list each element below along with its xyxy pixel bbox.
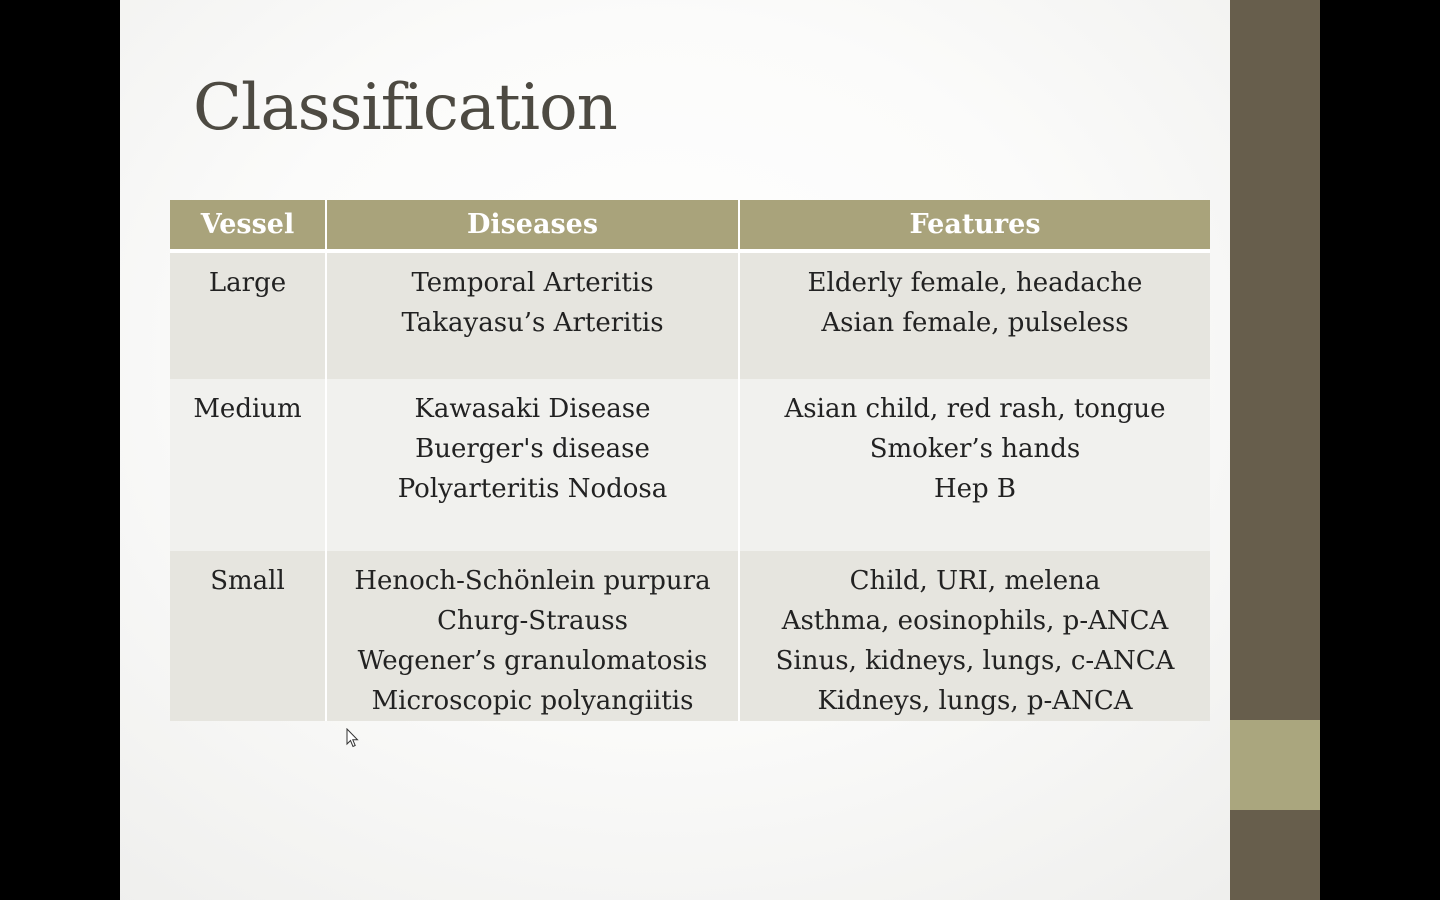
- vessel-cell: [170, 251, 326, 379]
- header-vessel: Vessel: [170, 200, 326, 251]
- disease-item: Polyarteritis Nodosa: [397, 474, 668, 504]
- feature-item: Smoker’s hands: [869, 434, 1081, 464]
- header-features: Features: [739, 200, 1210, 251]
- disease-item: Wegener’s granulomatosis: [357, 646, 708, 676]
- diseases-cell: [326, 251, 739, 379]
- disease-item: Kawasaki Disease: [414, 394, 651, 424]
- table-header-row: [170, 200, 1210, 251]
- features-cell: [739, 551, 1210, 721]
- feature-item: Child, URI, melena: [849, 566, 1101, 596]
- table-row-small: [170, 551, 1210, 721]
- vessel-cell: [170, 551, 326, 721]
- vessel-label: Large: [208, 268, 287, 298]
- table-row-large: [170, 251, 1210, 379]
- mouse-pointer-icon: [346, 728, 360, 748]
- feature-item: Asian female, pulseless: [821, 308, 1129, 338]
- slide-side-accent: [1230, 720, 1320, 810]
- feature-item: Hep B: [933, 474, 1017, 504]
- features-cell: [739, 379, 1210, 551]
- diseases-cell: [326, 379, 739, 551]
- classification-table-container: [170, 200, 1210, 721]
- slide: [120, 0, 1320, 900]
- vessel-cell: [170, 379, 326, 551]
- features-cell: [739, 251, 1210, 379]
- classification-table: [170, 200, 1210, 721]
- table-row-medium: [170, 379, 1210, 551]
- slide-title: Classification: [193, 71, 617, 145]
- feature-item: Asthma, eosinophils, p-ANCA: [781, 606, 1169, 636]
- feature-item: Sinus, kidneys, lungs, c-ANCA: [775, 646, 1175, 676]
- diseases-cell: [326, 551, 739, 721]
- feature-item: Elderly female, headache: [807, 268, 1143, 298]
- disease-item: Microscopic polyangiitis: [371, 686, 694, 716]
- feature-item: Asian child, red rash, tongue: [784, 394, 1166, 424]
- vessel-label: Small: [210, 566, 285, 596]
- disease-item: Henoch-Schönlein purpura: [354, 566, 711, 596]
- disease-item: Takayasu’s Arteritis: [401, 308, 664, 338]
- header-diseases: Diseases: [326, 200, 739, 251]
- disease-item: Buerger's disease: [415, 434, 650, 464]
- disease-item: Churg-Strauss: [437, 606, 628, 636]
- vessel-label: Medium: [193, 394, 302, 424]
- feature-item: Kidneys, lungs, p-ANCA: [817, 686, 1133, 716]
- disease-item: Temporal Arteritis: [411, 268, 654, 298]
